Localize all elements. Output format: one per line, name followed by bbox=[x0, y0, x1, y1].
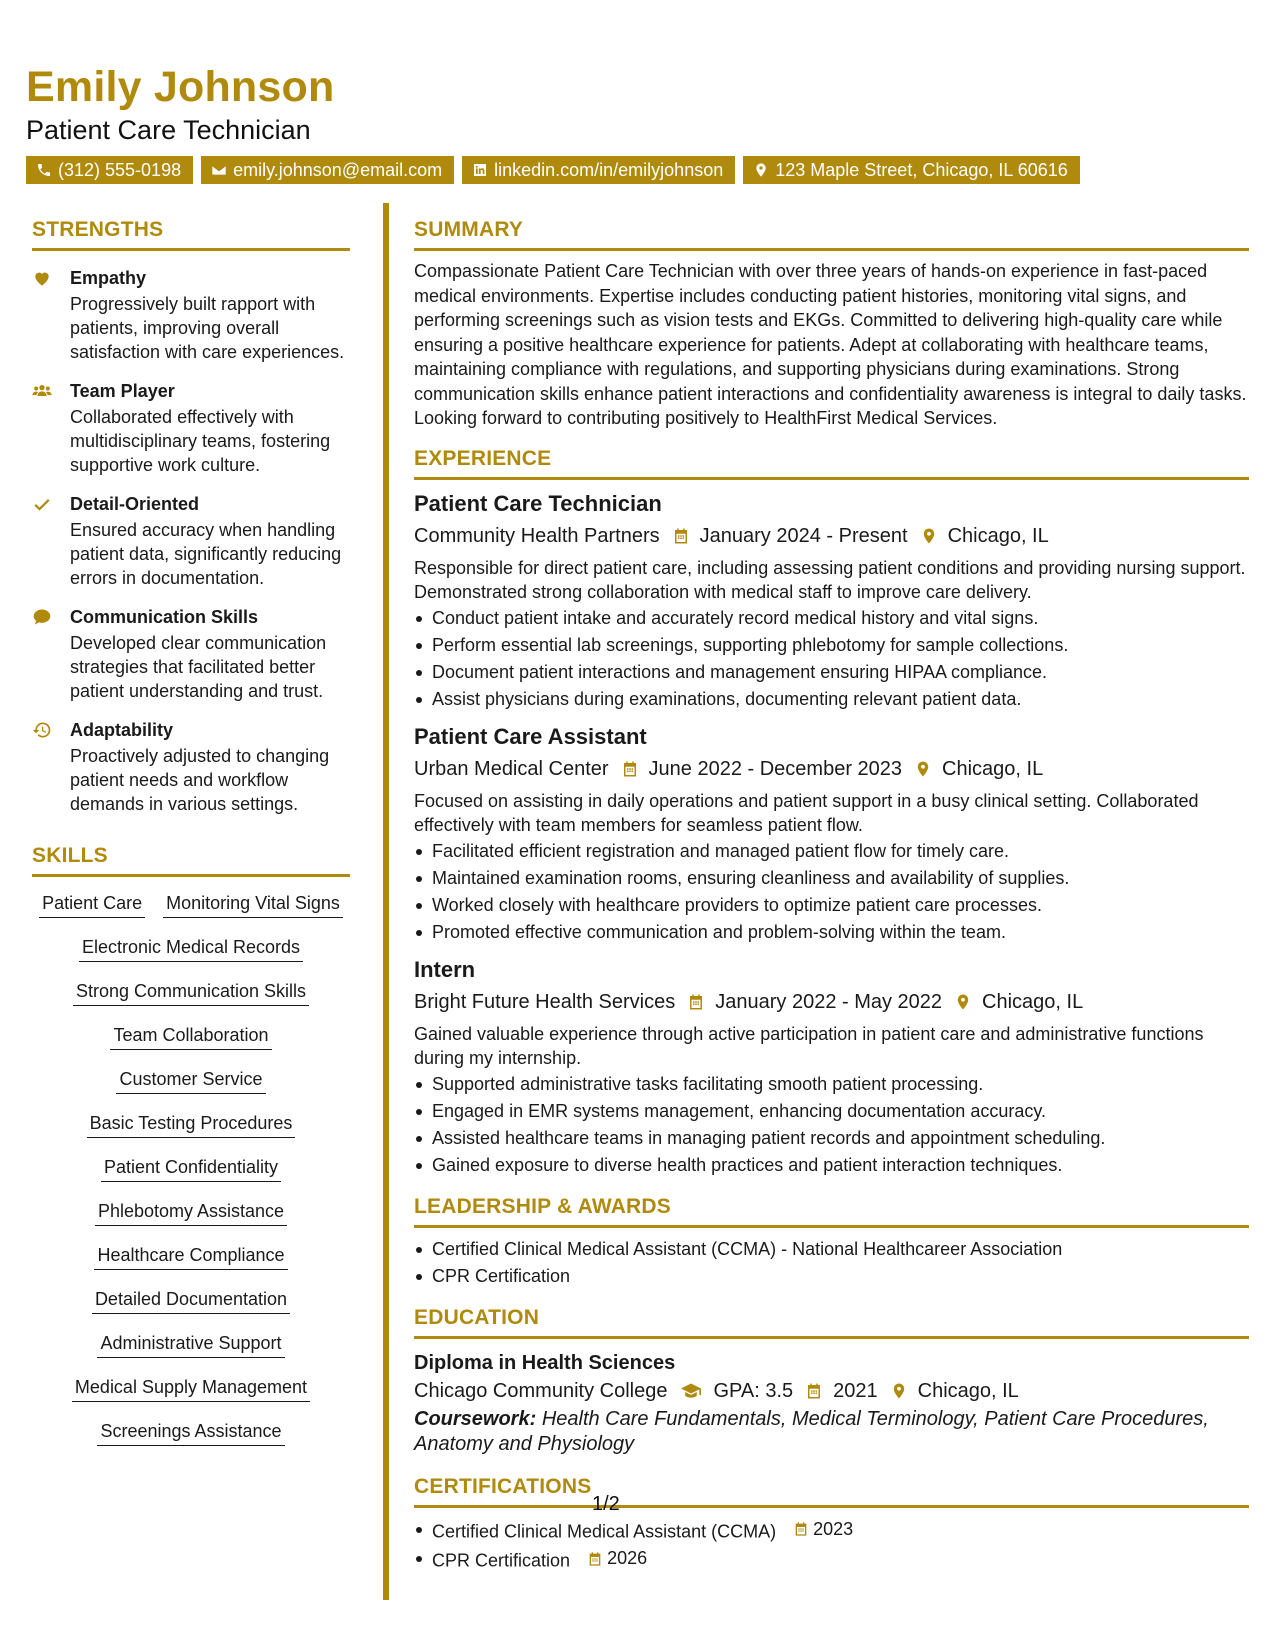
address-text: 123 Maple Street, Chicago, IL 60616 bbox=[775, 160, 1068, 180]
gpa-text: GPA: 3.5 bbox=[713, 1379, 794, 1402]
job-dates: January 2022 - May 2022 bbox=[715, 990, 943, 1013]
strength-item bbox=[32, 266, 350, 364]
job-bullets bbox=[414, 1071, 1249, 1179]
contact-bar bbox=[26, 156, 1256, 184]
speech-bubble-icon bbox=[32, 607, 52, 627]
certifications-heading: CERTIFICATIONS bbox=[414, 1473, 1249, 1508]
leadership-heading: LEADERSHIP & AWARDS bbox=[414, 1193, 1249, 1228]
certification-year: 2026 bbox=[607, 1548, 648, 1568]
list-item: Facilitated efficient registration and managed patient flow for timely care. bbox=[414, 838, 1249, 865]
job-title: Intern bbox=[414, 956, 476, 982]
strength-item bbox=[32, 492, 350, 590]
calendar-icon bbox=[587, 1551, 603, 1567]
list-item: Certified Clinical Medical Assistant (CCMA) - National Healthcareer Association bbox=[414, 1236, 1249, 1263]
certification-year: 2023 bbox=[813, 1518, 854, 1539]
map-pin-icon bbox=[753, 162, 769, 178]
list-item bbox=[414, 1545, 1249, 1575]
list-item: Assist physicians during examinations, documenting relevant patient data. bbox=[414, 686, 1249, 713]
strength-item bbox=[32, 605, 350, 703]
graduation-year: 2021 bbox=[833, 1379, 878, 1402]
strength-title: Adaptability bbox=[70, 720, 174, 740]
job-dates: June 2022 - December 2023 bbox=[648, 757, 903, 780]
strength-desc: Developed clear communication strategies that facilitated better patient understanding and trust. bbox=[70, 633, 327, 701]
experience-heading: EXPERIENCE bbox=[414, 445, 1249, 480]
coursework-label: Coursework: bbox=[414, 1407, 537, 1430]
calendar-icon bbox=[805, 1382, 823, 1400]
coursework bbox=[414, 1407, 1249, 1457]
skill-tag: Detailed Documentation bbox=[92, 1287, 290, 1314]
list-item: Gained exposure to diverse health practices and patient interaction techniques. bbox=[414, 1152, 1249, 1179]
job-company: Bright Future Health Services bbox=[414, 990, 676, 1013]
skill-tag: Patient Confidentiality bbox=[101, 1155, 281, 1182]
leadership-list bbox=[414, 1236, 1249, 1290]
job-meta bbox=[414, 988, 1249, 1016]
map-pin-icon bbox=[914, 760, 932, 778]
strength-title: Communication Skills bbox=[70, 607, 259, 627]
right-column bbox=[414, 216, 1249, 1575]
heart-icon bbox=[32, 268, 52, 288]
calendar-icon bbox=[672, 527, 690, 545]
school-name: Chicago Community College bbox=[414, 1379, 668, 1402]
job-meta bbox=[414, 522, 1249, 550]
strength-title: Team Player bbox=[70, 381, 175, 401]
page-number: 1/2 bbox=[592, 1493, 620, 1515]
job-entry bbox=[414, 723, 1249, 946]
column-divider bbox=[383, 203, 389, 1600]
skills-list bbox=[32, 891, 350, 1446]
certification-name: CPR Certification bbox=[432, 1550, 571, 1571]
candidate-name: Emily Johnson bbox=[26, 63, 335, 111]
skill-tag: Administrative Support bbox=[97, 1331, 284, 1358]
list-item: Perform essential lab screenings, supporting phlebotomy for sample collections. bbox=[414, 632, 1249, 659]
graduation-cap-icon bbox=[679, 1381, 703, 1401]
skill-tag: Customer Service bbox=[116, 1067, 265, 1094]
job-meta bbox=[414, 755, 1249, 783]
coursework-list: Health Care Fundamentals, Medical Terminology, Patient Care Procedures, Anatomy and Physiology bbox=[414, 1407, 1209, 1455]
linkedin-text: linkedin.com/in/emilyjohnson bbox=[494, 160, 724, 180]
list-item: Assisted healthcare teams in managing patient records and appointment scheduling. bbox=[414, 1125, 1249, 1152]
history-icon bbox=[32, 720, 52, 740]
skill-tag: Strong Communication Skills bbox=[73, 979, 309, 1006]
job-location: Chicago, IL bbox=[947, 524, 1049, 547]
calendar-icon bbox=[621, 760, 639, 778]
certification-name: Certified Clinical Medical Assistant (CCMA) bbox=[432, 1521, 777, 1541]
strength-title: Empathy bbox=[70, 268, 147, 288]
summary-text: Compassionate Patient Care Technician with over three years of hands-on experience in fast-paced medical environments. Expertise includes conducting patient histories, monitoring vital signs, and performing screenings such as vision tests and EKGs. Committed to delivering high-quality care while ensuring a positive healthcare experience for patients. Adept at collaborating with healthcare teams, maintaining compliance with regulations, and supporting physicians during examinations. Strong communication skills enhance patient interactions and confidentiality awareness is integral to daily tasks. Looking forward to contributing positively to HealthFirst Medical Services. bbox=[414, 261, 1247, 428]
job-description: Responsible for direct patient care, including assessing patient conditions and providing nursing support. Demonstrated strong collaboration with medical staff to improve care delivery. bbox=[414, 557, 1246, 602]
job-title: Patient Care Technician bbox=[414, 490, 662, 516]
strength-item bbox=[32, 379, 350, 477]
list-item: Maintained examination rooms, ensuring cleanliness and availability of supplies. bbox=[414, 865, 1249, 892]
strength-desc: Collaborated effectively with multidisciplinary teams, fostering supportive work culture. bbox=[70, 407, 331, 475]
resume-header bbox=[26, 62, 1256, 184]
certifications-list bbox=[414, 1516, 1249, 1575]
list-item: CPR Certification bbox=[414, 1263, 1249, 1290]
skill-tag: Phlebotomy Assistance bbox=[95, 1199, 287, 1226]
strength-desc: Ensured accuracy when handling patient data, significantly reducing errors in documentation. bbox=[70, 520, 342, 588]
job-bullets bbox=[414, 838, 1249, 946]
list-item: Supported administrative tasks facilitating smooth patient processing. bbox=[414, 1071, 1249, 1098]
job-entry bbox=[414, 490, 1249, 713]
job-location: Chicago, IL bbox=[942, 757, 1044, 780]
contact-phone[interactable] bbox=[26, 156, 193, 184]
job-title: Patient Care Assistant bbox=[414, 723, 647, 749]
school-location: Chicago, IL bbox=[917, 1379, 1019, 1402]
skill-tag: Electronic Medical Records bbox=[79, 935, 303, 962]
list-item: Document patient interactions and management ensuring HIPAA compliance. bbox=[414, 659, 1249, 686]
job-description: Gained valuable experience through active participation in patient care and administrative functions during my internship. bbox=[414, 1023, 1204, 1068]
degree-title: Diploma in Health Sciences bbox=[414, 1351, 676, 1374]
skill-tag: Monitoring Vital Signs bbox=[163, 891, 343, 918]
list-item: Engaged in EMR systems management, enhancing documentation accuracy. bbox=[414, 1098, 1249, 1125]
users-icon bbox=[32, 381, 52, 401]
email-text: emily.johnson@email.com bbox=[233, 160, 443, 180]
job-company: Urban Medical Center bbox=[414, 757, 609, 780]
list-item: Promoted effective communication and problem-solving within the team. bbox=[414, 919, 1249, 946]
strength-desc: Proactively adjusted to changing patient needs and workflow demands in various settings. bbox=[70, 746, 330, 814]
check-icon bbox=[32, 494, 52, 514]
left-column bbox=[32, 216, 350, 1446]
job-description: Focused on assisting in daily operations and patient support in a busy clinical setting. Collaborated effectively with team members for seamless patient flow. bbox=[414, 790, 1199, 835]
skill-tag: Screenings Assistance bbox=[97, 1419, 284, 1446]
strength-item bbox=[32, 718, 350, 816]
job-company: Community Health Partners bbox=[414, 524, 660, 547]
job-entry bbox=[414, 956, 1249, 1179]
job-bullets bbox=[414, 605, 1249, 713]
job-dates: January 2024 - Present bbox=[699, 524, 908, 547]
candidate-role: Patient Care Technician bbox=[26, 115, 311, 145]
skill-tag: Patient Care bbox=[39, 891, 145, 918]
linkedin-icon bbox=[472, 162, 488, 178]
contact-email[interactable] bbox=[201, 156, 454, 184]
contact-address[interactable] bbox=[743, 156, 1080, 184]
list-item: Worked closely with healthcare providers to optimize patient care processes. bbox=[414, 892, 1249, 919]
phone-text: (312) 555-0198 bbox=[58, 160, 182, 180]
job-location: Chicago, IL bbox=[982, 990, 1084, 1013]
calendar-icon bbox=[687, 993, 705, 1011]
calendar-icon bbox=[793, 1521, 809, 1537]
contact-linkedin[interactable] bbox=[462, 156, 735, 184]
strength-desc: Progressively built rapport with patients, improving overall satisfaction with care experiences. bbox=[70, 294, 345, 362]
education-meta bbox=[414, 1377, 1249, 1405]
map-pin-icon bbox=[890, 1382, 908, 1400]
map-pin-icon bbox=[954, 993, 972, 1011]
phone-icon bbox=[36, 162, 52, 178]
map-pin-icon bbox=[920, 527, 938, 545]
skill-tag: Healthcare Compliance bbox=[94, 1243, 287, 1270]
skill-tag: Team Collaboration bbox=[110, 1023, 271, 1050]
skills-heading: SKILLS bbox=[32, 842, 350, 877]
education-heading: EDUCATION bbox=[414, 1304, 1249, 1339]
skill-tag: Basic Testing Procedures bbox=[87, 1111, 296, 1138]
envelope-icon bbox=[211, 162, 227, 178]
skill-tag: Medical Supply Management bbox=[72, 1375, 310, 1402]
list-item bbox=[414, 1516, 1249, 1546]
summary-heading: SUMMARY bbox=[414, 216, 1249, 251]
strength-title: Detail-Oriented bbox=[70, 494, 200, 514]
strengths-heading: STRENGTHS bbox=[32, 216, 350, 251]
list-item: Conduct patient intake and accurately record medical history and vital signs. bbox=[414, 605, 1249, 632]
